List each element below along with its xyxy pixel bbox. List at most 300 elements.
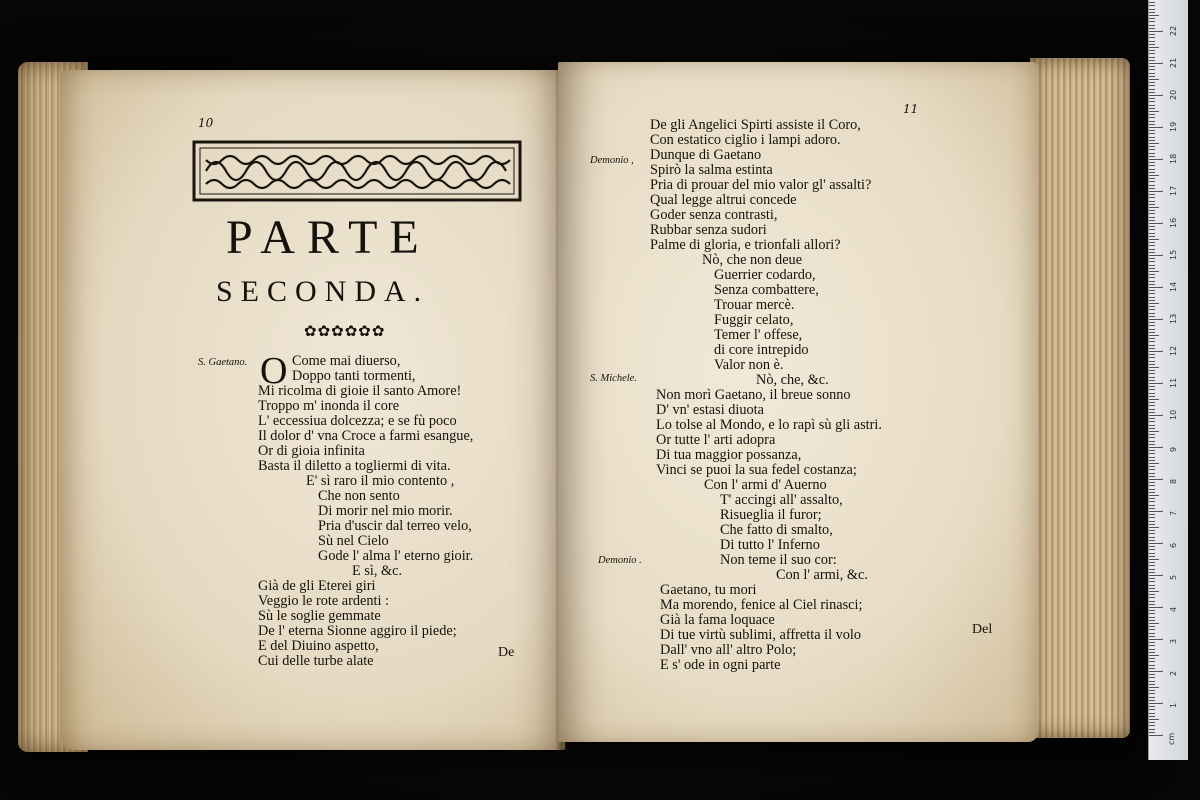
- ruler-tick: [1149, 335, 1159, 336]
- verse-line: Sù le soglie gemmate: [258, 608, 381, 624]
- verse-line: Di tue virtù sublimi, affretta il volo: [660, 627, 862, 643]
- ruler-tick: [1149, 492, 1155, 493]
- ruler-tick: [1149, 473, 1155, 474]
- ruler-tick: [1149, 559, 1159, 560]
- ruler-tick: [1149, 306, 1155, 307]
- ruler-tick: [1149, 578, 1155, 579]
- ruler-tick: [1149, 297, 1155, 298]
- verse-line: Non morì Gaetano, il breue sonno: [656, 387, 851, 403]
- ruler-number: 14: [1169, 281, 1178, 292]
- ruler-tick: [1149, 111, 1159, 112]
- ruler-tick: [1149, 271, 1159, 272]
- ruler-number: 21: [1169, 57, 1178, 68]
- ruler-tick: [1149, 597, 1155, 598]
- ruler-tick: [1149, 441, 1155, 442]
- ruler-tick: [1149, 345, 1155, 346]
- ruler-tick: [1149, 367, 1159, 368]
- verse-line: Risueglia il furor;: [720, 507, 822, 523]
- ruler-tick: [1149, 303, 1159, 304]
- verse-line: Spirò la salma estinta: [650, 162, 773, 178]
- verse-line: Di tutto l' Inferno: [720, 537, 820, 553]
- ruler-tick: [1149, 242, 1155, 243]
- ruler-tick: [1149, 101, 1155, 102]
- ruler-tick: [1149, 674, 1155, 675]
- ruler-tick: [1149, 89, 1155, 90]
- ruler-tick: [1149, 594, 1155, 595]
- ruler-number: 9: [1169, 446, 1178, 452]
- ruler-tick: [1149, 201, 1155, 202]
- verse-line: Non teme il suo cor:: [720, 552, 837, 568]
- verse-line: De l' eterna Sionne aggiro il piede;: [258, 623, 457, 639]
- ruler-tick: [1149, 402, 1155, 403]
- verse-line: Veggio le rote ardenti :: [258, 593, 390, 609]
- verse-line: E' sì raro il mio contento ,: [306, 473, 455, 489]
- ruler-tick: [1149, 687, 1159, 688]
- ruler-tick: [1149, 194, 1155, 195]
- ruler-tick: [1149, 482, 1155, 483]
- ruler-tick: [1149, 162, 1155, 163]
- right-catchword: Del: [972, 622, 993, 637]
- ruler-number: 2: [1169, 670, 1178, 676]
- ruler-tick: [1149, 393, 1155, 394]
- ruler-tick: [1149, 373, 1155, 374]
- ruler-tick: [1149, 629, 1155, 630]
- verse-line: Con estatico ciglio i lampi adoro.: [650, 132, 841, 148]
- ruler-tick: [1149, 210, 1155, 211]
- ruler-tick: [1149, 217, 1155, 218]
- ruler-number: 1: [1169, 702, 1178, 708]
- ruler-tick: [1149, 572, 1155, 573]
- verse-line: E del Diuino aspetto,: [258, 638, 379, 654]
- ruler-tick: [1149, 501, 1155, 502]
- ruler-tick: [1149, 642, 1155, 643]
- ruler-tick: [1149, 719, 1159, 720]
- verse-line: L' eccessiua dolcezza; e se fù poco: [258, 413, 457, 429]
- ruler-tick: [1149, 9, 1155, 10]
- ruler-tick: [1149, 287, 1163, 288]
- ruler-tick: [1149, 82, 1155, 83]
- ruler-tick: [1149, 716, 1155, 717]
- ruler-tick: [1149, 661, 1155, 662]
- verse-line: De gli Angelici Spirti assiste il Coro,: [650, 117, 861, 133]
- ruler-tick: [1149, 633, 1155, 634]
- ruler-tick: [1149, 204, 1155, 205]
- verse-line: Vinci se puoi la sua fedel costanza;: [656, 462, 857, 478]
- ruler-tick: [1149, 73, 1155, 74]
- verse-line: Temer l' offese,: [714, 327, 803, 343]
- ruler-tick: [1149, 389, 1155, 390]
- ruler-tick: [1149, 220, 1155, 221]
- ruler-number: 10: [1169, 409, 1178, 420]
- right-page-number: 11: [903, 102, 919, 116]
- verse-line: di core intrepido: [714, 342, 809, 358]
- ruler-tick: [1149, 533, 1155, 534]
- ruler-tick: [1149, 156, 1155, 157]
- ruler-tick: [1149, 524, 1155, 525]
- verse-line: Pria d'uscir dal terreo velo,: [318, 518, 472, 534]
- ruler-tick: [1149, 348, 1155, 349]
- ruler-tick: [1149, 124, 1155, 125]
- verse-line: Senza combattere,: [714, 282, 819, 298]
- ruler-number: 16: [1169, 217, 1178, 228]
- verse-line: D' vn' estasi diuota: [656, 402, 764, 418]
- ruler-tick: [1149, 485, 1155, 486]
- ruler-tick: [1149, 213, 1155, 214]
- ruler-tick: [1149, 377, 1155, 378]
- ruler-tick: [1149, 549, 1155, 550]
- ruler-tick: [1149, 31, 1163, 32]
- ruler-tick: [1149, 460, 1155, 461]
- verse-line: Di tua maggior possanza,: [656, 447, 802, 463]
- ruler-tick: [1149, 530, 1155, 531]
- ruler-tick: [1149, 50, 1155, 51]
- left-catchword: De: [498, 645, 515, 660]
- ruler-tick: [1149, 546, 1155, 547]
- ruler-tick: [1149, 309, 1155, 310]
- ruler-tick: [1149, 684, 1155, 685]
- ruler-tick: [1149, 290, 1155, 291]
- verse-line: Come mai diuerso,: [292, 353, 401, 369]
- ruler-tick: [1149, 575, 1163, 576]
- ruler-tick: [1149, 15, 1159, 16]
- ruler-tick: [1149, 25, 1155, 26]
- ruler-tick: [1149, 617, 1155, 618]
- ruler-tick: [1149, 722, 1155, 723]
- ruler-tick: [1149, 668, 1155, 669]
- ruler-tick: [1149, 21, 1155, 22]
- ruler-tick: [1149, 277, 1155, 278]
- ruler-tick: [1149, 476, 1155, 477]
- ruler-tick: [1149, 249, 1155, 250]
- ruler-tick: [1149, 252, 1155, 253]
- ruler-tick: [1149, 329, 1155, 330]
- ruler-tick: [1149, 514, 1155, 515]
- verse-line: Nò, che non deue: [702, 252, 803, 268]
- ruler-tick: [1149, 2, 1155, 3]
- ruler-tick: [1149, 341, 1155, 342]
- ruler-tick: [1149, 453, 1155, 454]
- verse-line: Ma morendo, fenice al Ciel rinasci;: [660, 597, 863, 613]
- ruler-tick: [1149, 521, 1155, 522]
- ruler-tick: [1149, 709, 1155, 710]
- ruler-tick: [1149, 569, 1155, 570]
- ruler-tick: [1149, 5, 1155, 6]
- ruler-tick: [1149, 690, 1155, 691]
- ruler-tick: [1149, 265, 1155, 266]
- ruler-tick: [1149, 466, 1155, 467]
- headpiece-ornament: [192, 140, 522, 202]
- ruler-tick: [1149, 313, 1155, 314]
- measuring-ruler: [1148, 0, 1188, 760]
- ruler-tick: [1149, 591, 1159, 592]
- ruler-tick: [1149, 98, 1155, 99]
- ruler-tick: [1149, 380, 1155, 381]
- ruler-tick: [1149, 421, 1155, 422]
- ruler-tick: [1149, 415, 1163, 416]
- ruler-tick: [1149, 226, 1155, 227]
- ruler-tick: [1149, 143, 1159, 144]
- ruler-tick: [1149, 412, 1155, 413]
- ruler-tick: [1149, 41, 1155, 42]
- ruler-tick: [1149, 658, 1155, 659]
- ruler-tick: [1149, 681, 1155, 682]
- ruler-tick: [1149, 457, 1155, 458]
- ruler-tick: [1149, 425, 1155, 426]
- ruler-tick: [1149, 725, 1155, 726]
- drop-capital: O: [260, 350, 288, 392]
- ruler-unit-label: cm: [1167, 732, 1176, 745]
- verse-line: Mi ricolma di gioie il santo Amore!: [258, 383, 462, 399]
- ruler-tick: [1149, 508, 1155, 509]
- ruler-tick: [1149, 565, 1155, 566]
- ruler-tick: [1149, 44, 1155, 45]
- ruler-number: 18: [1169, 153, 1178, 164]
- ruler-tick: [1149, 175, 1159, 176]
- ruler-tick: [1149, 245, 1155, 246]
- ruler-tick: [1149, 169, 1155, 170]
- ruler-tick: [1149, 409, 1155, 410]
- ruler-number: 22: [1169, 25, 1178, 36]
- ruler-number: 13: [1169, 313, 1178, 324]
- ruler-tick: [1149, 601, 1155, 602]
- ruler-tick: [1149, 319, 1163, 320]
- ruler-tick: [1149, 444, 1155, 445]
- verse-line: Troppo m' inonda il core: [258, 398, 400, 414]
- ruler-number: 15: [1169, 249, 1178, 260]
- verse-line: Nò, che, &c.: [756, 372, 829, 388]
- ruler-tick: [1149, 677, 1155, 678]
- verse-line: Gaetano, tu mori: [660, 582, 757, 598]
- ruler-tick: [1149, 354, 1155, 355]
- ruler-tick: [1149, 585, 1155, 586]
- verse-line: Che non sento: [318, 488, 400, 504]
- ruler-tick: [1149, 28, 1155, 29]
- ruler-tick: [1149, 434, 1155, 435]
- ruler-tick: [1149, 607, 1163, 608]
- ruler-tick: [1149, 399, 1159, 400]
- ruler-tick: [1149, 165, 1155, 166]
- ruler-tick: [1149, 396, 1155, 397]
- ruler-tick: [1149, 53, 1155, 54]
- verse-line: Già la fama loquace: [660, 612, 775, 628]
- ruler-tick: [1149, 239, 1159, 240]
- verse-line: Gode l' alma l' eterno gioir.: [318, 548, 474, 564]
- ruler-number: 4: [1169, 606, 1178, 612]
- ruler-number: 5: [1169, 574, 1178, 580]
- speaker-demonio: Demonio .: [598, 555, 642, 566]
- ruler-tick: [1149, 623, 1159, 624]
- ruler-tick: [1149, 95, 1163, 96]
- ruler-tick: [1149, 79, 1159, 80]
- ruler-number: 20: [1169, 89, 1178, 100]
- verse-line: Or di gioia infinita: [258, 443, 365, 459]
- verse-line: Qual legge altrui concede: [650, 192, 797, 208]
- ruler-tick: [1149, 258, 1155, 259]
- ruler-tick: [1149, 495, 1159, 496]
- ruler-tick: [1149, 60, 1155, 61]
- ruler-tick: [1149, 469, 1155, 470]
- ruler-tick: [1149, 255, 1163, 256]
- verse-line: Valor non è.: [714, 357, 784, 373]
- ruler-tick: [1149, 732, 1155, 733]
- ruler-tick: [1149, 316, 1155, 317]
- ruler-tick: [1149, 191, 1163, 192]
- ruler-tick: [1149, 700, 1155, 701]
- ruler-tick: [1149, 613, 1155, 614]
- book-right-edge: [1030, 58, 1130, 738]
- speaker-demonio: Demonio ,: [590, 155, 634, 166]
- ruler-tick: [1149, 543, 1163, 544]
- ruler-tick: [1149, 159, 1163, 160]
- ruler-tick: [1149, 405, 1155, 406]
- ruler-tick: [1149, 178, 1155, 179]
- left-page: [60, 70, 565, 750]
- ruler-tick: [1149, 649, 1155, 650]
- ruler-number: 7: [1169, 510, 1178, 516]
- ruler-tick: [1149, 18, 1155, 19]
- ruler-tick: [1149, 108, 1155, 109]
- ruler-tick: [1149, 418, 1155, 419]
- verse-line: Che fatto di smalto,: [720, 522, 833, 538]
- ruler-tick: [1149, 57, 1155, 58]
- ruler-tick: [1149, 517, 1155, 518]
- speaker-gaetano: S. Gaetano.: [198, 357, 248, 368]
- verse-line: Con l' armi d' Auerno: [704, 477, 827, 493]
- ruler-tick: [1149, 76, 1155, 77]
- ruler-number: 6: [1169, 542, 1178, 548]
- ruler-tick: [1149, 447, 1163, 448]
- ruler-tick: [1149, 537, 1155, 538]
- ruler-number: 8: [1169, 478, 1178, 484]
- ruler-tick: [1149, 85, 1155, 86]
- ruler-tick: [1149, 34, 1155, 35]
- verse-line: Il dolor d' vna Croce a farmi esangue,: [258, 428, 474, 444]
- verse-line: Guerrier codardo,: [714, 267, 816, 283]
- ruler-tick: [1149, 338, 1155, 339]
- ruler-tick: [1149, 69, 1155, 70]
- ruler-tick: [1149, 268, 1155, 269]
- verse-line: Palme di gloria, e trionfali allori?: [650, 237, 841, 253]
- ruler-tick: [1149, 357, 1155, 358]
- ruler-tick: [1149, 130, 1155, 131]
- verse-line: Rubbar senza sudori: [650, 222, 767, 238]
- ruler-tick: [1149, 63, 1163, 64]
- verse-line: Or tutte l' arti adopra: [656, 432, 776, 448]
- ruler-number: 11: [1169, 377, 1178, 388]
- ruler-number: 19: [1169, 121, 1178, 132]
- ruler-tick: [1149, 428, 1155, 429]
- ruler-tick: [1149, 713, 1155, 714]
- ruler-tick: [1149, 729, 1155, 730]
- ruler-tick: [1149, 693, 1155, 694]
- fleuron-row: ✿✿✿✿✿✿: [304, 322, 386, 340]
- speaker-michele: S. Michele.: [590, 373, 637, 384]
- ruler-tick: [1149, 121, 1155, 122]
- ruler-tick: [1149, 105, 1155, 106]
- ruler-tick: [1149, 703, 1163, 704]
- verse-line: Lo tolse al Mondo, e lo rapì sù gli astri.: [656, 417, 882, 433]
- ruler-tick: [1149, 655, 1159, 656]
- ruler-tick: [1149, 489, 1155, 490]
- ruler-tick: [1149, 197, 1155, 198]
- ruler-tick: [1149, 636, 1155, 637]
- ruler-tick: [1149, 223, 1163, 224]
- verse-line: Già de gli Eterei giri: [258, 578, 376, 594]
- verse-line: Dall' vno all' altro Polo;: [660, 642, 797, 658]
- ruler-tick: [1149, 498, 1155, 499]
- verse-line: Fuggir celato,: [714, 312, 794, 328]
- ruler-tick: [1149, 479, 1163, 480]
- ruler-tick: [1149, 185, 1155, 186]
- ruler-tick: [1149, 114, 1155, 115]
- ruler-tick: [1149, 540, 1155, 541]
- ruler-tick: [1149, 12, 1155, 13]
- ruler-tick: [1149, 332, 1155, 333]
- title-seconda: SECONDA.: [216, 275, 430, 308]
- verse-line: Dunque di Gaetano: [650, 147, 762, 163]
- ruler-tick: [1149, 146, 1155, 147]
- ruler-tick: [1149, 437, 1155, 438]
- ruler-tick: [1149, 66, 1155, 67]
- ruler-tick: [1149, 149, 1155, 150]
- verse-line: Con l' armi, &c.: [776, 567, 868, 583]
- ruler-tick: [1149, 386, 1155, 387]
- ruler-number: 17: [1169, 185, 1178, 196]
- left-page-number: 10: [198, 116, 214, 130]
- ruler-tick: [1149, 140, 1155, 141]
- ruler-tick: [1149, 37, 1155, 38]
- ruler-tick: [1149, 47, 1159, 48]
- ruler-tick: [1149, 181, 1155, 182]
- verse-line: Di morir nel mio morir.: [318, 503, 453, 519]
- ruler-tick: [1149, 706, 1155, 707]
- verse-line: E s' ode in ogni parte: [660, 657, 781, 673]
- ruler-tick: [1149, 652, 1155, 653]
- ruler-tick: [1149, 588, 1155, 589]
- verse-line: Trouar mercè.: [714, 297, 795, 313]
- ruler-tick: [1149, 233, 1155, 234]
- ruler-tick: [1149, 322, 1155, 323]
- ruler-tick: [1149, 645, 1155, 646]
- ruler-tick: [1149, 383, 1163, 384]
- ruler-tick: [1149, 172, 1155, 173]
- ruler-number: 12: [1169, 345, 1178, 356]
- ruler-tick: [1149, 527, 1159, 528]
- ruler-tick: [1149, 133, 1155, 134]
- ruler-tick: [1149, 236, 1155, 237]
- ruler-tick: [1149, 364, 1155, 365]
- ruler-tick: [1149, 562, 1155, 563]
- ruler-tick: [1149, 281, 1155, 282]
- ruler-number: 3: [1169, 638, 1178, 644]
- ruler-tick: [1149, 207, 1159, 208]
- title-parte: PARTE: [226, 211, 431, 264]
- ruler-tick: [1149, 229, 1155, 230]
- ruler-tick: [1149, 284, 1155, 285]
- ruler-tick: [1149, 351, 1163, 352]
- verse-line: Basta il diletto a togliermi di vita.: [258, 458, 451, 474]
- ruler-tick: [1149, 620, 1155, 621]
- ruler-tick: [1149, 665, 1155, 666]
- ruler-tick: [1149, 261, 1155, 262]
- ruler-tick: [1149, 553, 1155, 554]
- right-page: [558, 62, 1038, 742]
- ruler-tick: [1149, 153, 1155, 154]
- ruler-tick: [1149, 370, 1155, 371]
- ruler-tick: [1149, 300, 1155, 301]
- ruler-tick: [1149, 581, 1155, 582]
- ruler-tick: [1149, 610, 1155, 611]
